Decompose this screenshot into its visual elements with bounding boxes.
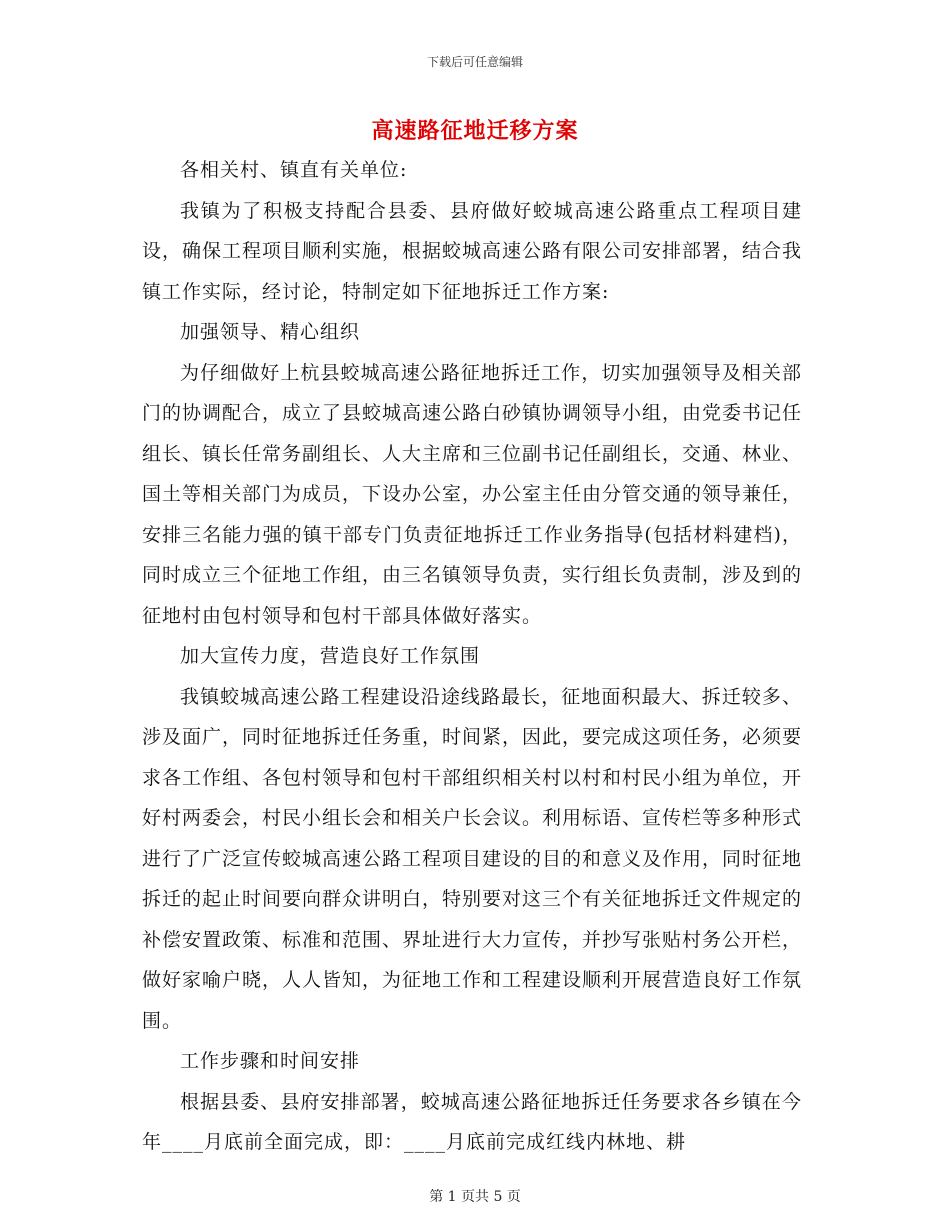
paragraph-salutation: 各相关村、镇直有关单位: — [180, 159, 408, 181]
page-header — [0, 53, 950, 70]
document-title: 高速路征地迁移方案 — [371, 118, 579, 144]
document-body — [142, 150, 802, 1163]
paragraph-schedule: 根据县委、县府安排部署，蛟城高速公路征地拆迁任务要求各乡镇在今年____月底前全面完成，即：____月底前完成红线内林地、耕 — [142, 1090, 802, 1153]
page-footer — [0, 1186, 950, 1206]
section-heading-schedule: 工作步骤和时间安排 — [180, 1050, 361, 1072]
section-heading-leadership: 加强领导、精心组织 — [180, 321, 361, 343]
paragraph-publicity: 我镇蛟城高速公路工程建设沿途线路最长，征地面积最大、拆迁较多、涉及面广，同时征地拆迁任务重，时间紧，因此，要完成这项任务，必须要求各工作组、各包村领导和包村干部组织相关村以村和村民小组为单位，开好村两委会，村民小组长会和相关户长会议。利用标语、宣传栏等多种形式进行了广泛宣传蛟城高速公路工程项目建设的目的和意义及作用，同时征地拆迁的起止时间要向群众讲明白，特别要对这三个有关征地拆迁文件规定的补偿安置政策、标准和范围、界址进行大力宣传，并抄写张贴村务公开栏，做好家喻户晓，人人皆知，为征地工作和工程建设顺利开展营造良好工作氛围。 — [142, 685, 803, 1032]
section-heading-publicity: 加大宣传力度，营造良好工作氛围 — [180, 645, 481, 667]
paragraph-leadership: 为仔细做好上杭县蛟城高速公路征地拆迁工作，切实加强领导及相关部门的协调配合，成立了县蛟城高速公路白砂镇协调领导小组，由党委书记任组长、镇长任常务副组长、人大主席和三位副书记任副组长，交通、林业、国土等相关部门为成员，下设办公室，办公室主任由分管交通的领导兼任，安排三名能力强的镇干部专门负责征地拆迁工作业务指导(包括材料建档)，同时成立三个征地工作组，由三名镇领导负责，实行组长负责制，涉及到的征地村由包村领导和包村干部具体做好落实。 — [142, 361, 803, 627]
header-note: 下载后可任意编辑 — [426, 55, 523, 69]
page-number: 第 1 页共 5 页 — [429, 1189, 521, 1205]
paragraph-intro: 我镇为了积极支持配合县委、县府做好蛟城高速公路重点工程项目建设，确保工程项目顺利实施，根据蛟城高速公路有限公司安排部署，结合我镇工作实际，经讨论，特制定如下征地拆迁工作方案: — [142, 199, 803, 303]
